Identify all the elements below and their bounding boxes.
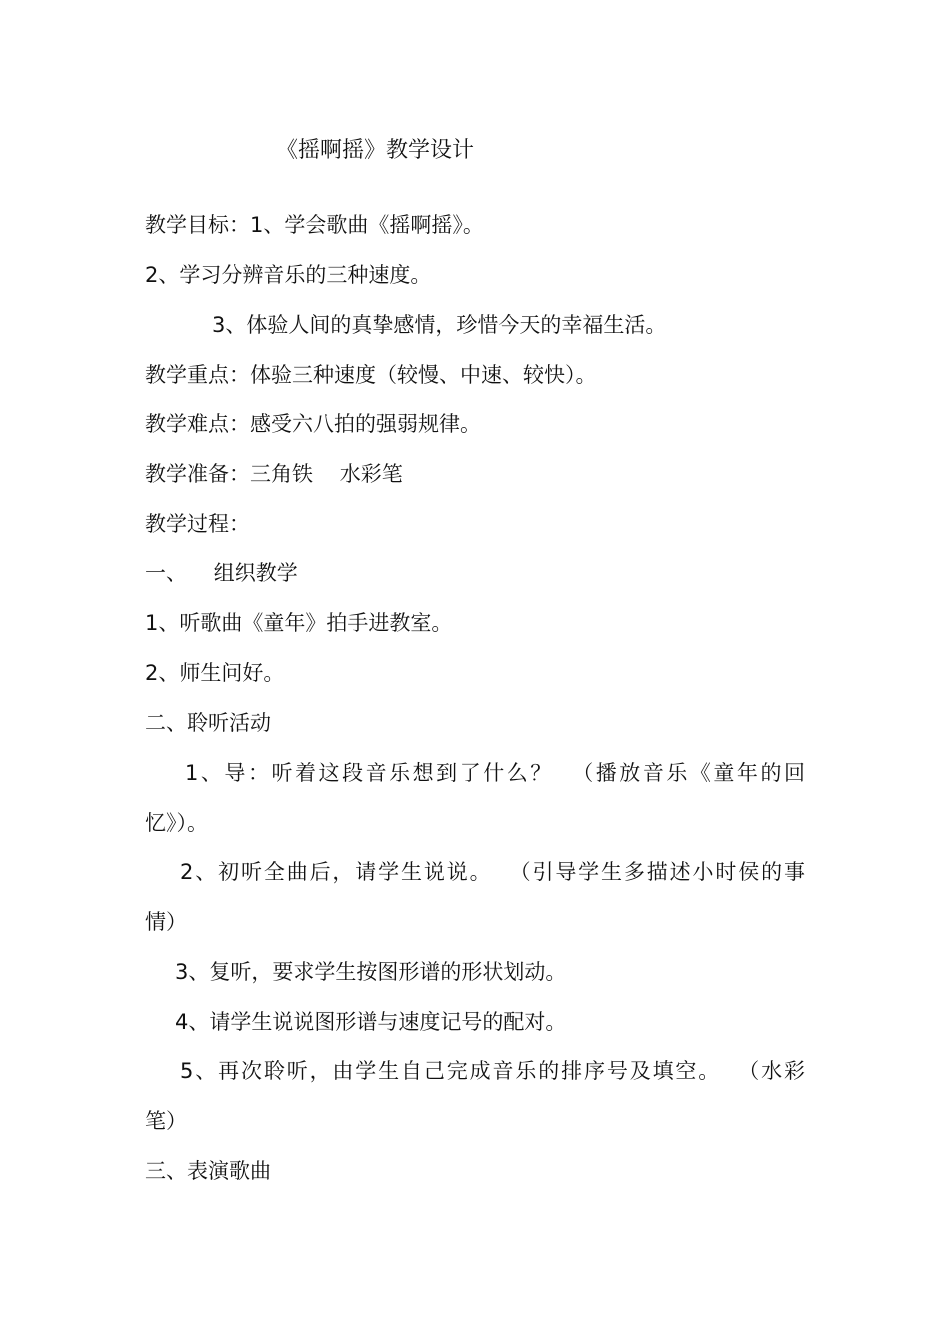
section-2-item-2-line-1: 2、初听全曲后，请学生说说。 （引导学生多描述小时侯的事 <box>180 860 805 884</box>
teaching-process-heading: 教学过程： <box>145 512 250 536</box>
teaching-key-point: 教学重点：体验三种速度（较慢、中速、较快）。 <box>145 363 597 387</box>
section-2-item-3: 3、复听，要求学生按图形谱的形状划动。 <box>175 960 567 984</box>
teaching-goal-2: 2、学习分辨音乐的三种速度。 <box>145 263 432 287</box>
section-2-item-5 <box>180 1057 805 1085</box>
section-2-item-1-line-2: 忆》）。 <box>145 811 208 835</box>
section-1-item-2: 2、师生问好。 <box>145 661 285 685</box>
teaching-difficulty: 教学难点：感受六八拍的强弱规律。 <box>145 412 481 436</box>
teaching-preparation: 教学准备：三角铁 水彩笔 <box>145 462 403 486</box>
section-1-item-1: 1、听歌曲《童年》拍手进教室。 <box>145 611 453 635</box>
section-2-heading: 二、聆听活动 <box>145 711 271 735</box>
section-2-item-1 <box>185 759 805 787</box>
section-3-heading: 三、表演歌曲 <box>145 1159 271 1183</box>
section-2-item-4: 4、请学生说说图形谱与速度记号的配对。 <box>175 1010 567 1034</box>
teaching-goal-3: 3、体验人间的真挚感情，珍惜今天的幸福生活。 <box>212 313 667 337</box>
section-2-item-5-line-2: 笔） <box>145 1109 187 1133</box>
teaching-goal-1: 教学目标：1、学会歌曲《摇啊摇》。 <box>145 213 484 237</box>
section-2-item-2 <box>180 858 805 886</box>
document-title: 《摇啊摇》教学设计 <box>276 138 475 163</box>
section-2-item-5-line-1: 5、再次聆听，由学生自己完成音乐的排序号及填空。 （水彩 <box>180 1059 805 1083</box>
section-2-item-2-line-2: 情） <box>145 910 187 934</box>
section-1-heading: 一、 组织教学 <box>145 561 298 585</box>
section-2-item-1-line-1: 1、导：听着这段音乐想到了什么？ （播放音乐《童年的回 <box>185 761 805 785</box>
